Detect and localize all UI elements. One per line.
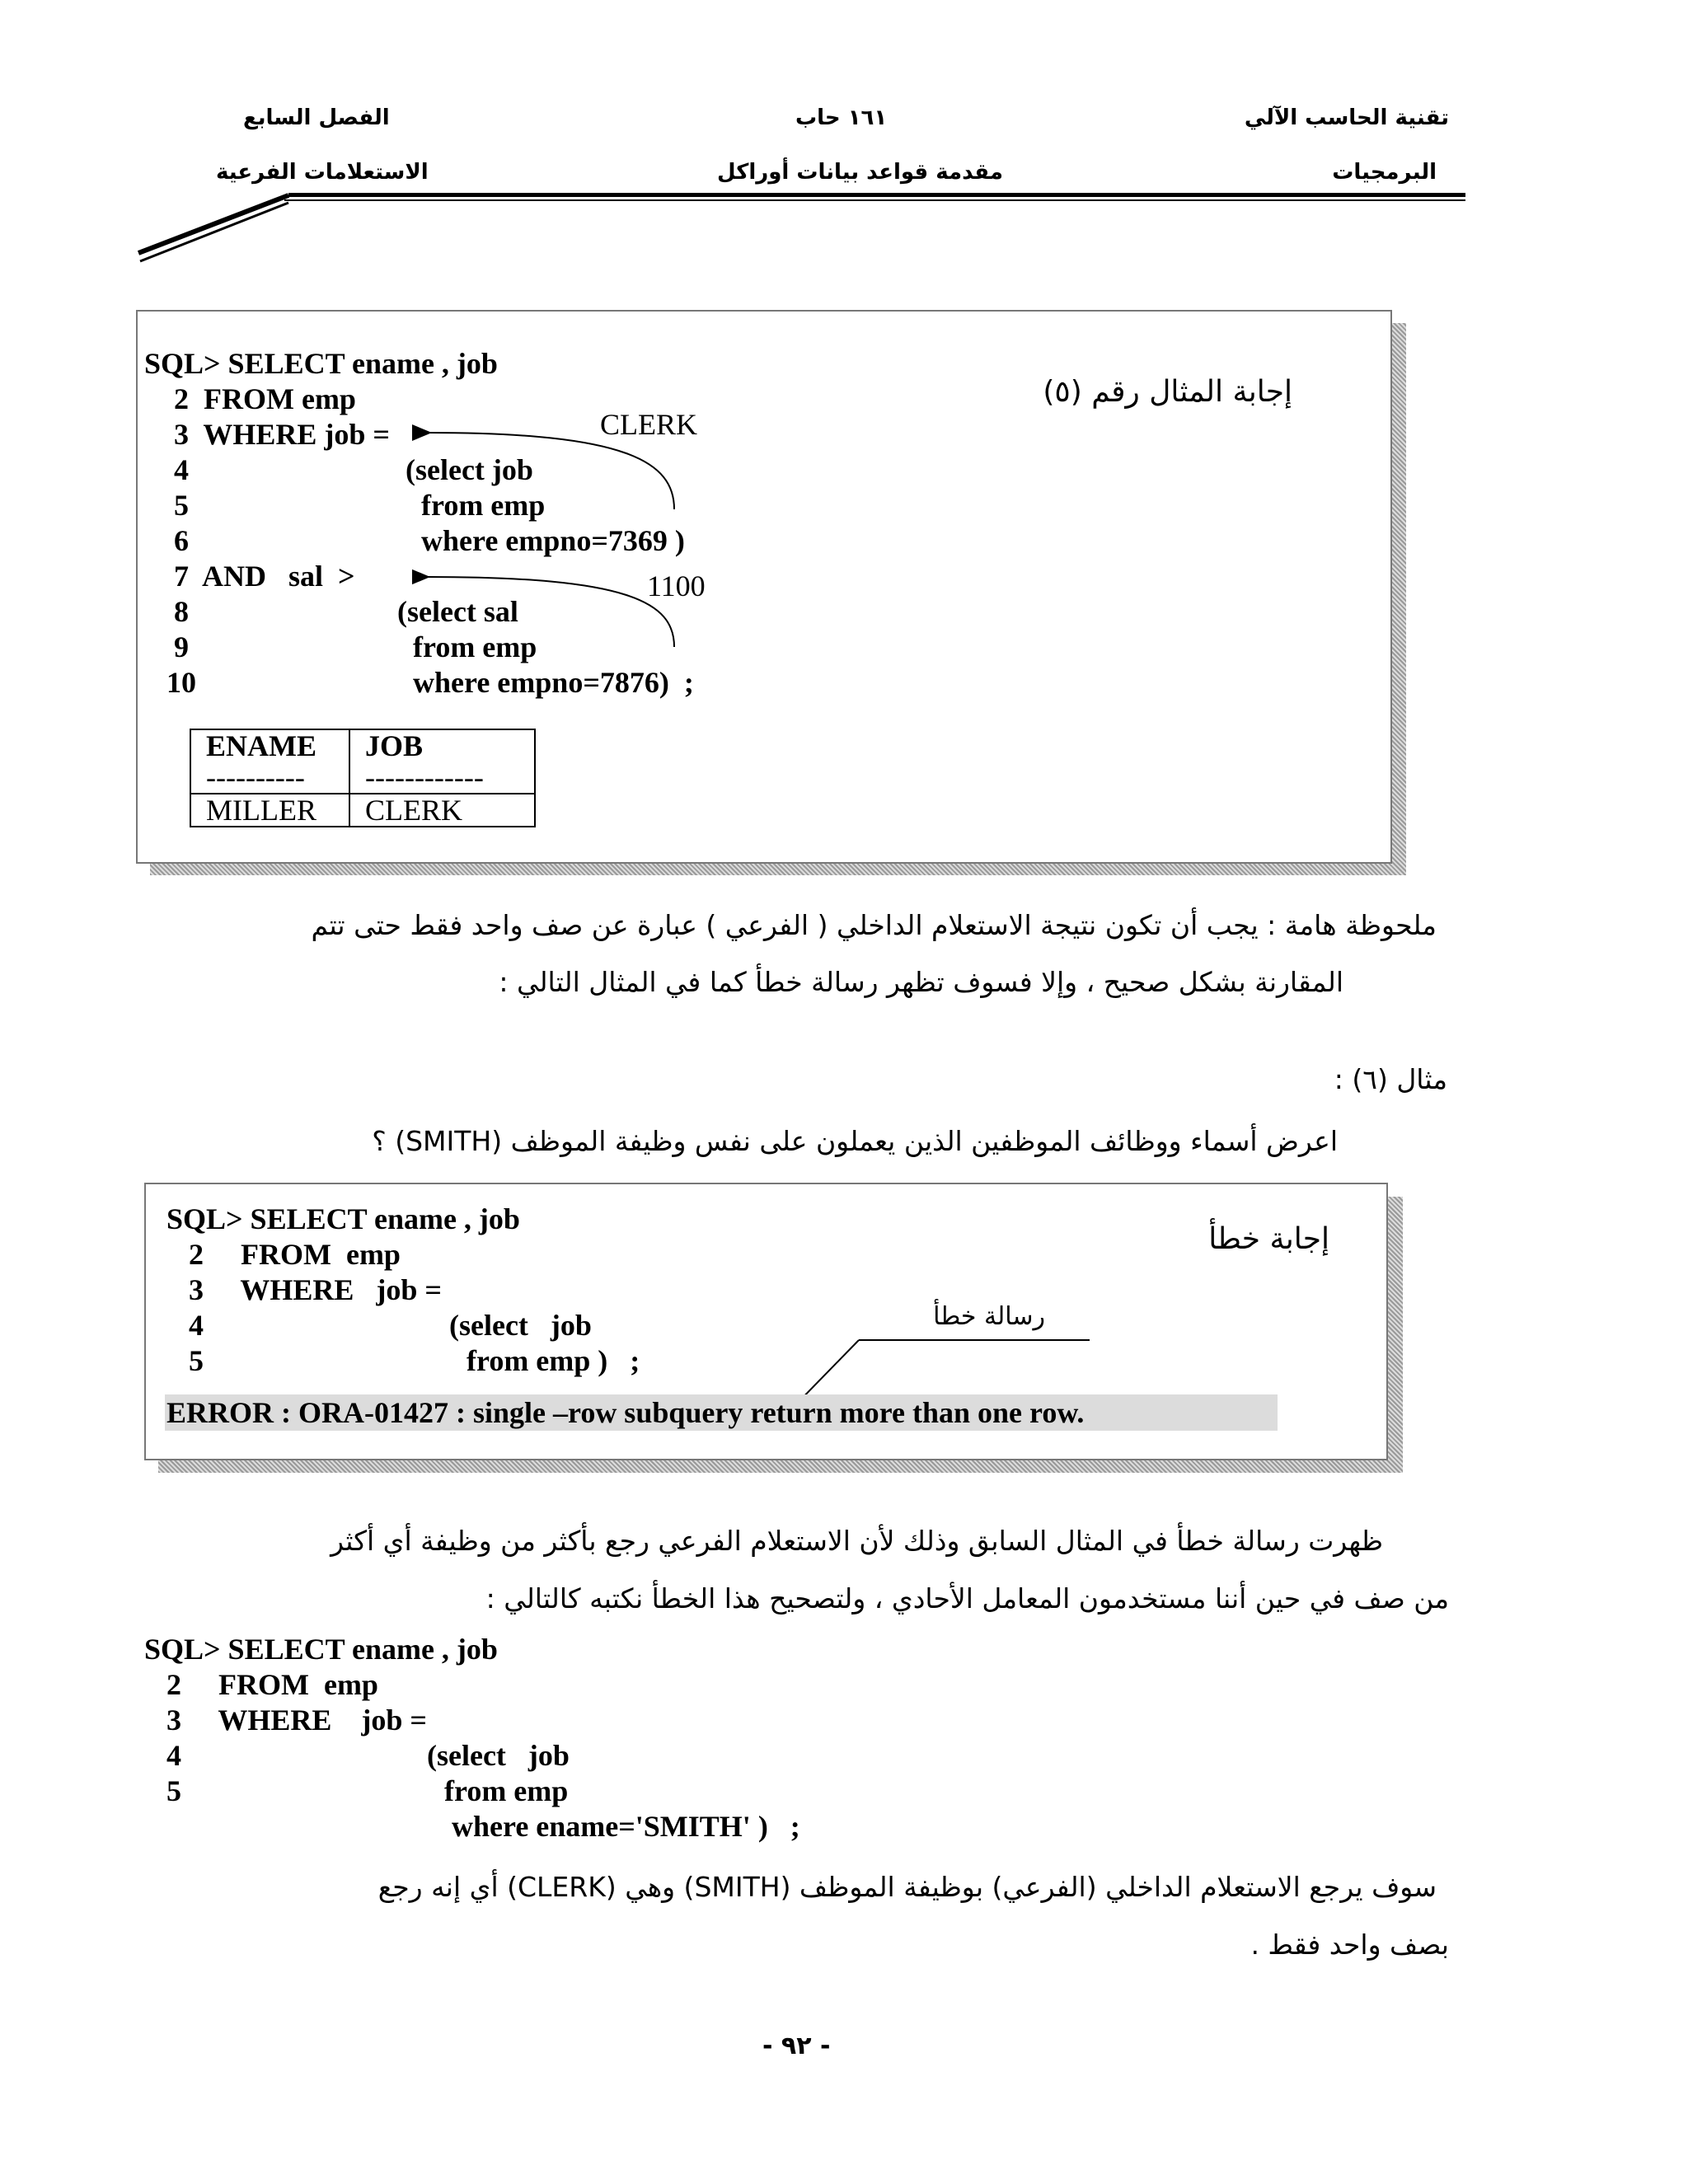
code-line: 2 FROM emp <box>166 1238 401 1271</box>
note-line-2: المقارنة بشكل صحيح ، وإلا فسوف تظهر رسالة خطأ كما في المثال التالي : <box>499 966 1343 998</box>
conclusion-line-2: بصف واحد فقط . <box>1250 1929 1449 1961</box>
page-number: - ٩٢ - <box>762 2032 831 2060</box>
note-line-1: ملحوظة هامة : يجب أن تكون نتيجة الاستعلام الداخلي ( الفرعي ) عبارة عن صف واحد فقط حتى تتم <box>311 909 1437 941</box>
table-cell: CLERK <box>349 794 535 827</box>
code-line: from emp <box>414 489 546 522</box>
code-line: where empno=7369 ) <box>414 524 685 557</box>
code-line: 9 <box>144 630 189 663</box>
error-message: ERROR : ORA-01427 : single –row subquery return more than one row. <box>166 1396 1085 1429</box>
code-line: 7 AND sal > <box>144 560 355 593</box>
header-chapter-title: الاستعلامات الفرعية <box>216 160 429 185</box>
header-cell: JOB ------------ <box>349 729 535 794</box>
code-line: 4 <box>166 1309 204 1342</box>
code-line: 5 <box>166 1344 204 1377</box>
code-line: 8 <box>144 595 189 628</box>
example5-arrows <box>412 412 692 659</box>
example5-subquery-2 <box>397 594 694 736</box>
code-line: from emp <box>437 1774 569 1807</box>
code-line: from emp ) ; <box>459 1344 640 1377</box>
code-line: 2 FROM emp <box>144 1668 378 1701</box>
code-line: SQL> SELECT ename , job <box>166 1202 520 1235</box>
annotation-clerk: CLERK <box>600 408 698 441</box>
code-line: SQL> SELECT ename , job <box>144 1633 498 1666</box>
code-line: where ename='SMITH' ) ; <box>437 1810 800 1843</box>
error-message-label: رسالة خطأ <box>933 1302 1045 1331</box>
code-line: 3 WHERE job = <box>166 1273 442 1306</box>
code-line: (select sal <box>397 595 518 628</box>
code-line: (select job <box>406 453 533 486</box>
table-row <box>190 794 535 827</box>
example5-label: إجابة المثال رقم (٥) <box>1043 375 1292 409</box>
header-course-title: تقنية الحاسب الآلي <box>1244 105 1449 130</box>
code-line: 3 WHERE job = <box>144 418 390 451</box>
code-line: 6 <box>144 524 189 557</box>
example6-code <box>166 1202 520 1414</box>
code-line: (select job <box>427 1739 570 1772</box>
arrow-clerk <box>429 433 674 509</box>
conclusion-line-1: سوف يرجع الاستعلام الداخلي (الفرعي) بوظيفة الموظف (SMITH) وهي (CLERK) أي إنه رجع <box>377 1871 1437 1903</box>
example6-label: إجابة خطأ <box>1208 1222 1329 1256</box>
header-subject: البرمجيات <box>1332 160 1437 185</box>
code-line: where empno=7876) ; <box>406 666 694 699</box>
header-chapter: الفصل السابع <box>243 105 390 130</box>
code-line: 4 <box>144 453 189 486</box>
code-line: 3 WHERE job = <box>144 1704 427 1736</box>
example6-title: مثال (٦) : <box>1334 1063 1447 1095</box>
code-line: SQL> SELECT ename , job <box>144 347 498 380</box>
arrow-1100 <box>427 577 674 647</box>
explain-line-2: من صف في حين أننا مستخدمون المعامل الأحادي ، ولتصحيح هذا الخطأ نكتبه كالتالي : <box>485 1582 1449 1615</box>
header-course-code: ١٦١ حاب <box>795 105 888 130</box>
header-rule-thick <box>288 193 1465 197</box>
code-line: from emp <box>406 630 537 663</box>
code-line: 4 <box>144 1739 181 1772</box>
table-header-row <box>190 729 535 794</box>
result-table <box>190 729 536 827</box>
table-cell: MILLER <box>190 794 349 827</box>
annotation-1100: 1100 <box>647 569 706 602</box>
code-line: 10 <box>144 666 196 699</box>
code-line: 5 <box>144 1774 181 1807</box>
fix-code <box>144 1632 498 1844</box>
code-line: 5 <box>144 489 189 522</box>
example6-question: اعرض أسماء ووظائف الموظفين الذين يعملون على نفس وظيفة الموظف (SMITH) ؟ <box>372 1125 1338 1157</box>
code-line: (select job <box>449 1309 592 1342</box>
header-rule-thin <box>284 199 1465 201</box>
code-line: 2 FROM emp <box>144 382 356 415</box>
header-course-name: مقدمة قواعد بيانات أوراكل <box>717 160 1003 185</box>
header-cell: ENAME ---------- <box>190 729 349 794</box>
header-diagonal-rule <box>132 185 297 268</box>
explain-line-1: ظهرت رسالة خطأ في المثال السابق وذلك لأن الاستعلام الفرعي رجع بأكثر من وظيفة أي أكثر <box>331 1525 1383 1557</box>
fix-subquery <box>427 1738 800 1880</box>
